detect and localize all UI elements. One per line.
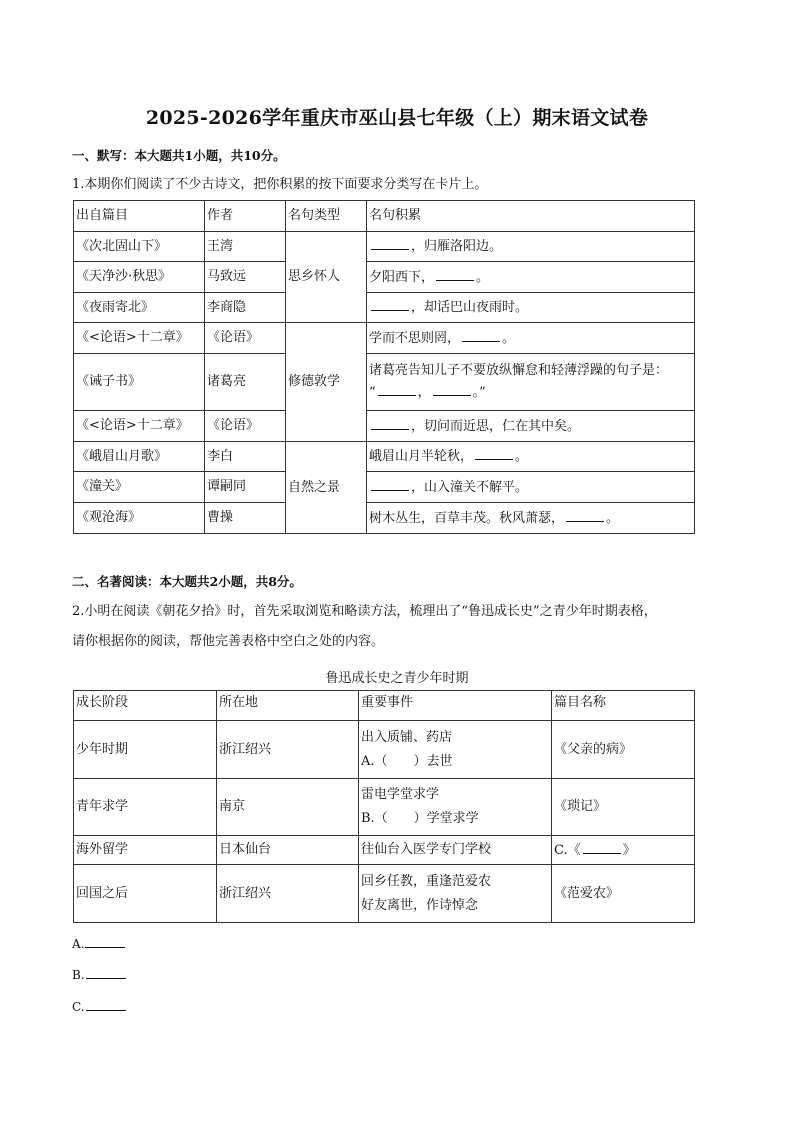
- title-cell: 《父亲的病》: [552, 721, 695, 779]
- event-cell: [359, 779, 552, 836]
- header-cell: 成长阶段: [74, 691, 217, 721]
- author-cell: 《论语》: [205, 323, 286, 354]
- author-cell: 《论语》: [205, 411, 286, 442]
- source-cell: 《天净沙·秋思》: [74, 262, 205, 293]
- answer-line-a: A.: [72, 935, 125, 951]
- stage-cell: 青年求学: [74, 779, 217, 836]
- header-cell: 名句积累: [367, 201, 695, 232]
- answer-blank[interactable]: [462, 329, 500, 342]
- header-cell: 重要事件: [359, 691, 552, 721]
- source-cell: 《<论语>十二章》: [74, 411, 205, 442]
- title-cell: 《范爱农》: [552, 865, 695, 923]
- question-2-prompt-line-2: 请你根据你的阅读，帮他完善表格中空白之处的内容。: [72, 634, 385, 649]
- answer-blank[interactable]: [85, 935, 125, 948]
- answer-blank[interactable]: [583, 841, 621, 854]
- header-cell: 作者: [205, 201, 286, 232]
- table-row: [74, 411, 695, 442]
- line-cell: ，切问而近思，仁在其中矣。: [367, 411, 695, 442]
- source-cell: 《峨眉山月歌》: [74, 442, 205, 472]
- table-row: [74, 323, 695, 354]
- stage-cell: 海外留学: [74, 836, 217, 865]
- header-cell: 名句类型: [286, 201, 367, 232]
- answer-blank[interactable]: [433, 383, 471, 396]
- answer-blank[interactable]: [86, 966, 126, 979]
- place-cell: 浙江绍兴: [217, 865, 359, 923]
- answer-blank[interactable]: [371, 417, 409, 430]
- header-cell: 所在地: [217, 691, 359, 721]
- event-line: 好友离世，作诗悼念: [361, 897, 479, 913]
- title-cell: C.《 》: [552, 836, 695, 865]
- stage-cell: 回国之后: [74, 865, 217, 923]
- source-cell: 《夜雨寄北》: [74, 293, 205, 323]
- source-cell: 《诫子书》: [74, 354, 205, 411]
- type-cell: 自然之景: [286, 442, 367, 534]
- line-cell: 峨眉山月半轮秋， 。: [367, 442, 695, 472]
- table-row: [74, 865, 695, 923]
- answer-blank[interactable]: [566, 509, 604, 522]
- table-row: [74, 293, 695, 323]
- table-caption: 鲁迅成长史之青少年时期: [325, 671, 469, 686]
- answer-blank[interactable]: [371, 237, 409, 250]
- question-2-prompt-line-1: 2.小明在阅读《朝花夕拾》时，首先采取浏览和略读方法，梳理出了“鲁迅成长史”之青少年时期表格，: [72, 604, 657, 619]
- question-1-prompt: 1.本期你们阅读了不少古诗文，把你积累的按下面要求分类写在卡片上。: [72, 177, 488, 192]
- source-cell: 《次北固山下》: [74, 232, 205, 262]
- answer-blank[interactable]: [436, 268, 474, 281]
- event-line: 回乡任教，重逢范爱农: [361, 873, 492, 889]
- table-row: [74, 721, 695, 779]
- line-cell: 诸葛亮告知儿子不要放纵懈怠和轻薄浮躁的句子是： “ ， 。”: [367, 354, 695, 411]
- line-cell: ，归雁洛阳边。: [367, 232, 695, 262]
- answer-blank[interactable]: [371, 298, 409, 311]
- line-cell: 树木丛生，百草丰茂。秋风萧瑟， 。: [367, 503, 695, 534]
- author-cell: 李白: [205, 442, 286, 472]
- line-cell: 学而不思则罔， 。: [367, 323, 695, 354]
- source-cell: 《观沧海》: [74, 503, 205, 534]
- type-cell: 思乡怀人: [286, 232, 367, 323]
- author-cell: 诸葛亮: [205, 354, 286, 411]
- table-row: [74, 472, 695, 503]
- answer-blank[interactable]: [86, 998, 126, 1011]
- event-cell: [359, 865, 552, 923]
- header-cell: 篇目名称: [552, 691, 695, 721]
- table-row: [74, 836, 695, 865]
- event-cell: 往仙台入医学专门学校: [359, 836, 552, 865]
- table-row: [74, 779, 695, 836]
- table-row: [74, 503, 695, 534]
- lu-xun-table: [73, 690, 695, 923]
- place-cell: 浙江绍兴: [217, 721, 359, 779]
- line-text: 诸葛亮告知儿子不要放纵懈怠和轻薄浮躁的句子是：: [369, 363, 669, 378]
- author-cell: 李商隐: [205, 293, 286, 323]
- author-cell: 曹操: [205, 503, 286, 534]
- table-row: [74, 262, 695, 293]
- line-cell: ，山入潼关不解平。: [367, 472, 695, 503]
- event-line: B.（ ）学堂求学: [361, 811, 479, 826]
- stage-cell: 少年时期: [74, 721, 217, 779]
- answer-line-c: C.: [72, 998, 126, 1014]
- place-cell: 南京: [217, 779, 359, 836]
- type-cell: 修德敦学: [286, 323, 367, 442]
- event-line: 雷电学堂求学: [361, 787, 440, 802]
- table-header-row: [74, 691, 695, 721]
- event-line: 出入质铺、药店: [361, 729, 453, 745]
- answer-blank[interactable]: [378, 383, 416, 396]
- table-header-row: [74, 201, 695, 232]
- table-row: [74, 442, 695, 472]
- author-cell: 王湾: [205, 232, 286, 262]
- header-cell: 出自篇目: [74, 201, 205, 232]
- page-title: 2025-2026学年重庆市巫山县七年级（上）期末语文试卷: [145, 107, 649, 129]
- table-row: [74, 354, 695, 411]
- table-row: [74, 232, 695, 262]
- title-cell: 《琐记》: [552, 779, 695, 836]
- author-cell: 马致远: [205, 262, 286, 293]
- answer-blank[interactable]: [475, 447, 513, 460]
- author-cell: 谭嗣同: [205, 472, 286, 503]
- section-2-heading: 二、名著阅读：本大题共2小题，共8分。: [72, 574, 302, 589]
- section-1-heading: 一、默写：本大题共1小题，共10分。: [72, 148, 286, 163]
- event-line: A.（ ）去世: [361, 753, 453, 769]
- answer-line-b: B.: [72, 966, 126, 982]
- line-cell: ，却话巴山夜雨时。: [367, 293, 695, 323]
- source-cell: 《<论语>十二章》: [74, 323, 205, 354]
- place-cell: 日本仙台: [217, 836, 359, 865]
- source-cell: 《潼关》: [74, 472, 205, 503]
- answer-blank[interactable]: [371, 478, 409, 491]
- poetry-table: [73, 200, 695, 534]
- event-cell: [359, 721, 552, 779]
- line-cell: 夕阳西下， 。: [367, 262, 695, 293]
